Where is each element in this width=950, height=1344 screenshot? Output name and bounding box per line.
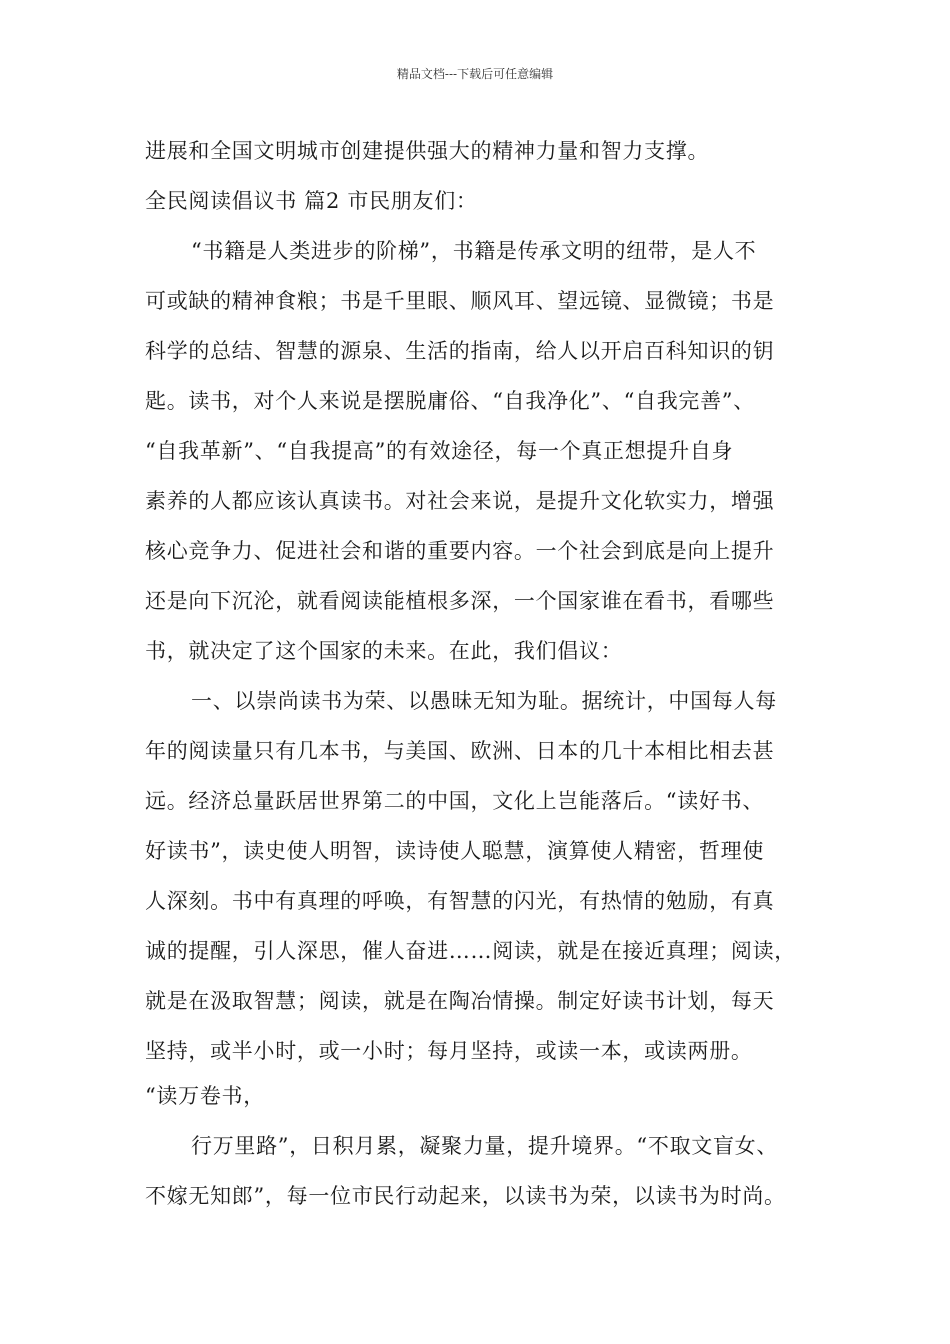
text-line: 好读书”，读史使人明智，读诗使人聪慧，演算使人精密，哲理使: [145, 839, 765, 863]
text-line: 科学的总结、智慧的源泉、生活的指南，给人以开启百科知识的钥: [145, 339, 775, 363]
page-header: 精品文档---下载后可任意编辑: [396, 67, 554, 81]
text-line: 一、以崇尚读书为荣、以愚昧无知为耻。据统计，中国每人每: [191, 689, 777, 713]
text-line: 不嫁无知郎”，每一位市民行动起来，以读书为荣，以读书为时尚。: [145, 1184, 786, 1208]
text-line: 坚持，或半小时，或一小时；每月坚持，或读一本，或读两册。: [145, 1039, 753, 1063]
text-line: “读万卷书，: [145, 1084, 265, 1108]
text-line: “自我革新”、“自我提高”的有效途径，每一个真正想提升自身: [145, 439, 734, 463]
text-line: 人深刻。书中有真理的呼唤，有智慧的闪光，有热情的勉励，有真: [145, 889, 775, 913]
text-line: 书，就决定了这个国家的未来。在此，我们倡议：: [145, 639, 623, 663]
text-line: 匙。读书，对个人来说是摆脱庸俗、“自我净化”、“自我完善”、: [145, 389, 755, 413]
text-line: 行万里路”，日积月累，凝聚力量，提升境界。“不取文盲女、: [191, 1134, 779, 1158]
text-line: 还是向下沉沦，就看阅读能植根多深，一个国家谁在看书，看哪些: [145, 589, 775, 613]
text-line: 可或缺的精神食粮；书是千里眼、顺风耳、望远镜、显微镜；书是: [145, 289, 775, 313]
text-line: 就是在汲取智慧；阅读，就是在陶冶情操。制定好读书计划，每天: [145, 989, 775, 1013]
text-line: 进展和全国文明城市创建提供强大的精神力量和智力支撑。: [145, 139, 710, 163]
text-line: 全民阅读倡议书 篇2 市民朋友们：: [145, 189, 478, 213]
text-line: “书籍是人类进步的阶梯”，书籍是传承文明的纽带，是人不: [191, 239, 757, 263]
text-line: 核心竞争力、促进社会和谐的重要内容。一个社会到底是向上提升: [145, 539, 775, 563]
text-line: 远。经济总量跃居世界第二的中国，文化上岂能落后。“读好书、: [145, 789, 765, 813]
text-line: 素养的人都应该认真读书。对社会来说，是提升文化软实力，增强: [145, 489, 775, 513]
text-line: 诚的提醒，引人深思，催人奋进……阅读，就是在接近真理；阅读，: [145, 939, 796, 963]
text-line: 年的阅读量只有几本书，与美国、欧洲、日本的几十本相比相去甚: [145, 739, 775, 763]
